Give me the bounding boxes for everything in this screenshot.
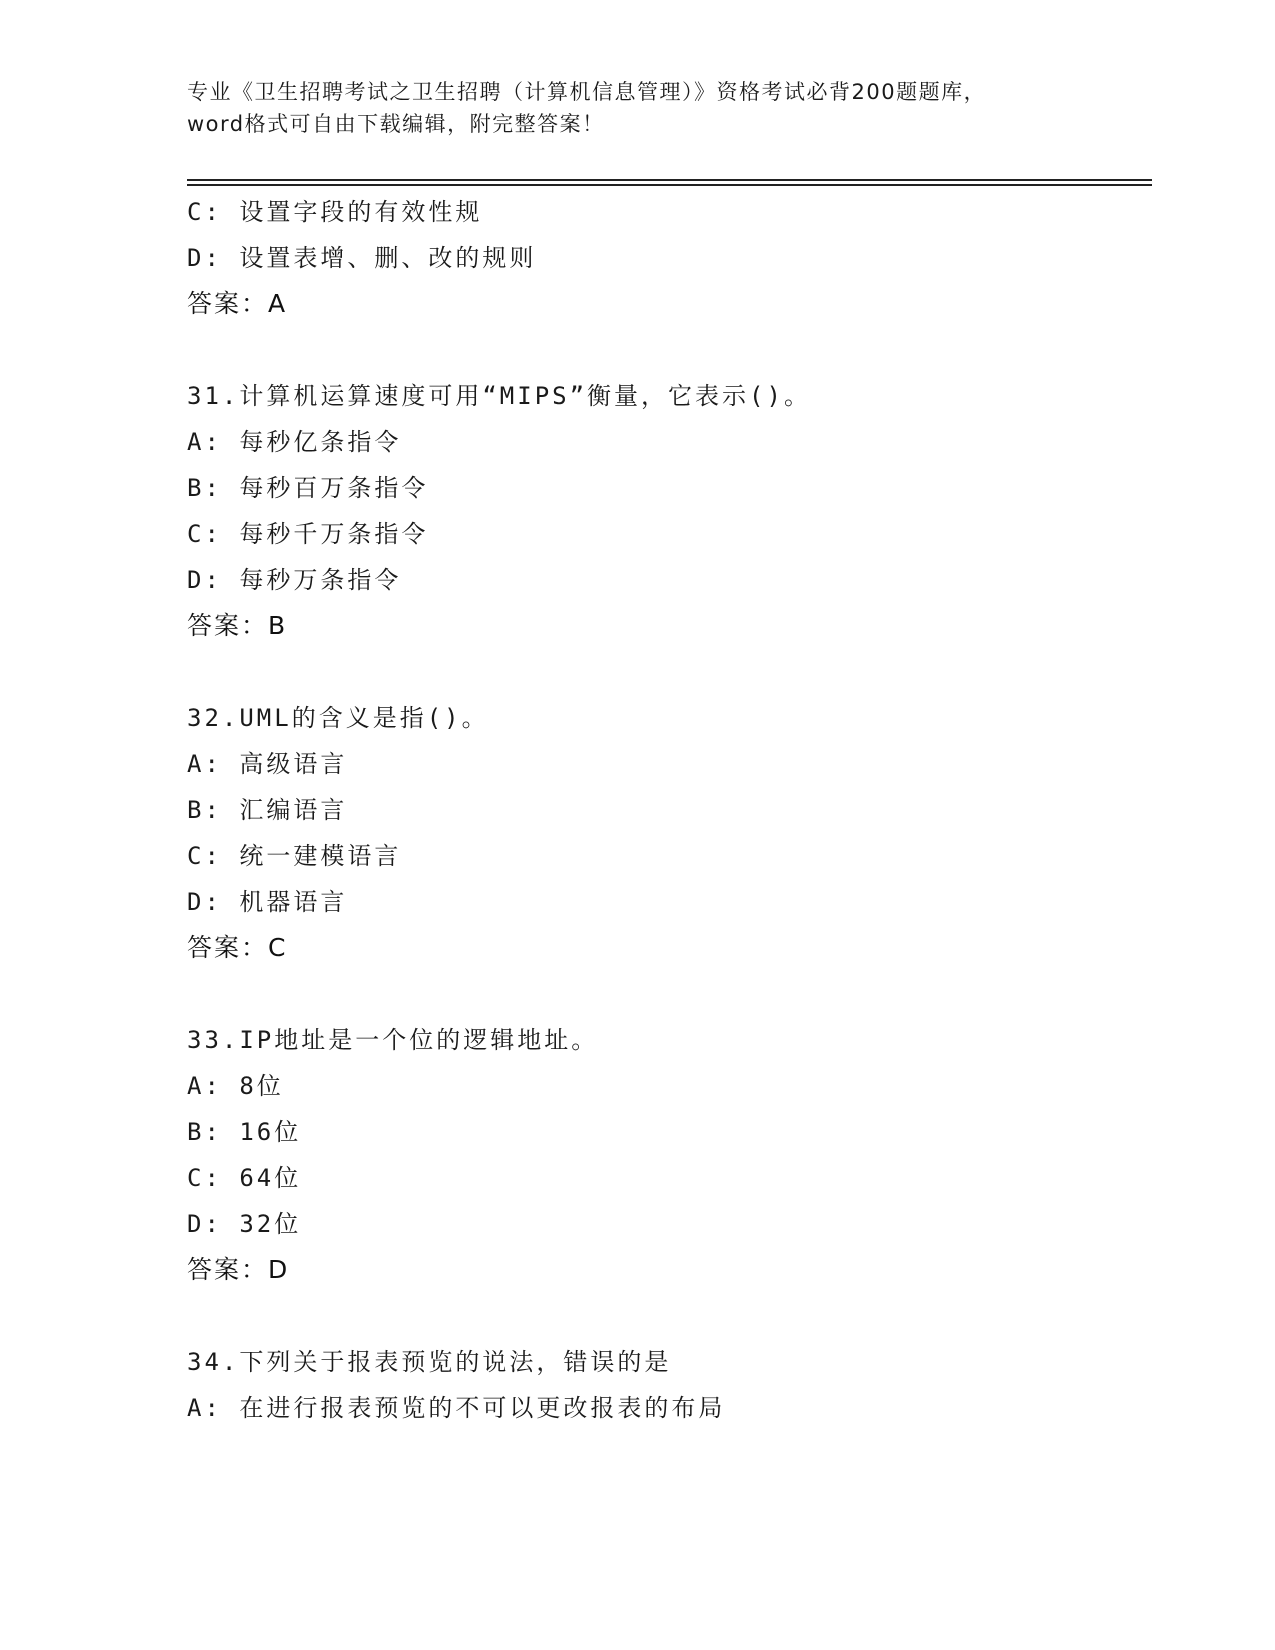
question-text: 34.下列关于报表预览的说法，错误的是 xyxy=(187,1348,672,1376)
option-c: C: 64位 xyxy=(187,1164,302,1192)
option-d: D: 32位 xyxy=(187,1210,302,1238)
answer-line: 答案：C xyxy=(187,933,288,962)
question-text: 32.UML的含义是指()。 xyxy=(187,704,489,732)
spacer xyxy=(187,327,1147,373)
option-d: D: 机器语言 xyxy=(187,888,348,916)
option-d: D: 每秒万条指令 xyxy=(187,566,402,594)
answer-line: 答案：D xyxy=(187,1255,290,1284)
question-33 xyxy=(187,1017,1147,1293)
spacer xyxy=(187,1293,1147,1339)
question-text: 31.计算机运算速度可用“MIPS”衡量，它表示()。 xyxy=(187,382,811,410)
document-header xyxy=(187,76,1087,140)
header-divider-bottom xyxy=(187,184,1152,186)
question-34 xyxy=(187,1339,1147,1431)
option-a: A: 高级语言 xyxy=(187,750,348,778)
option-b: B: 16位 xyxy=(187,1118,302,1146)
header-divider-top xyxy=(187,179,1152,181)
spacer xyxy=(187,971,1147,1017)
option-c: C: 设置字段的有效性规 xyxy=(187,198,483,226)
question-30-continued xyxy=(187,189,1147,327)
answer-line: 答案：B xyxy=(187,611,288,640)
spacer xyxy=(187,649,1147,695)
option-b: B: 汇编语言 xyxy=(187,796,348,824)
option-d: D: 设置表增、删、改的规则 xyxy=(187,244,537,272)
header-title-line-2: word格式可自由下载编辑，附完整答案！ xyxy=(187,112,605,136)
option-a: A: 每秒亿条指令 xyxy=(187,428,402,456)
question-31 xyxy=(187,373,1147,649)
option-c: C: 每秒千万条指令 xyxy=(187,520,429,548)
header-title-line-1: 专业《卫生招聘考试之卫生招聘（计算机信息管理）》资格考试必背200题题库， xyxy=(187,80,987,104)
option-b: B: 每秒百万条指令 xyxy=(187,474,429,502)
answer-line: 答案：A xyxy=(187,289,288,318)
option-a: A: 8位 xyxy=(187,1072,284,1100)
question-text: 33.IP地址是一个位的逻辑地址。 xyxy=(187,1026,599,1054)
question-32 xyxy=(187,695,1147,971)
option-a: A: 在进行报表预览的不可以更改报表的布局 xyxy=(187,1394,726,1422)
option-c: C: 统一建模语言 xyxy=(187,842,402,870)
question-list xyxy=(187,189,1147,1431)
